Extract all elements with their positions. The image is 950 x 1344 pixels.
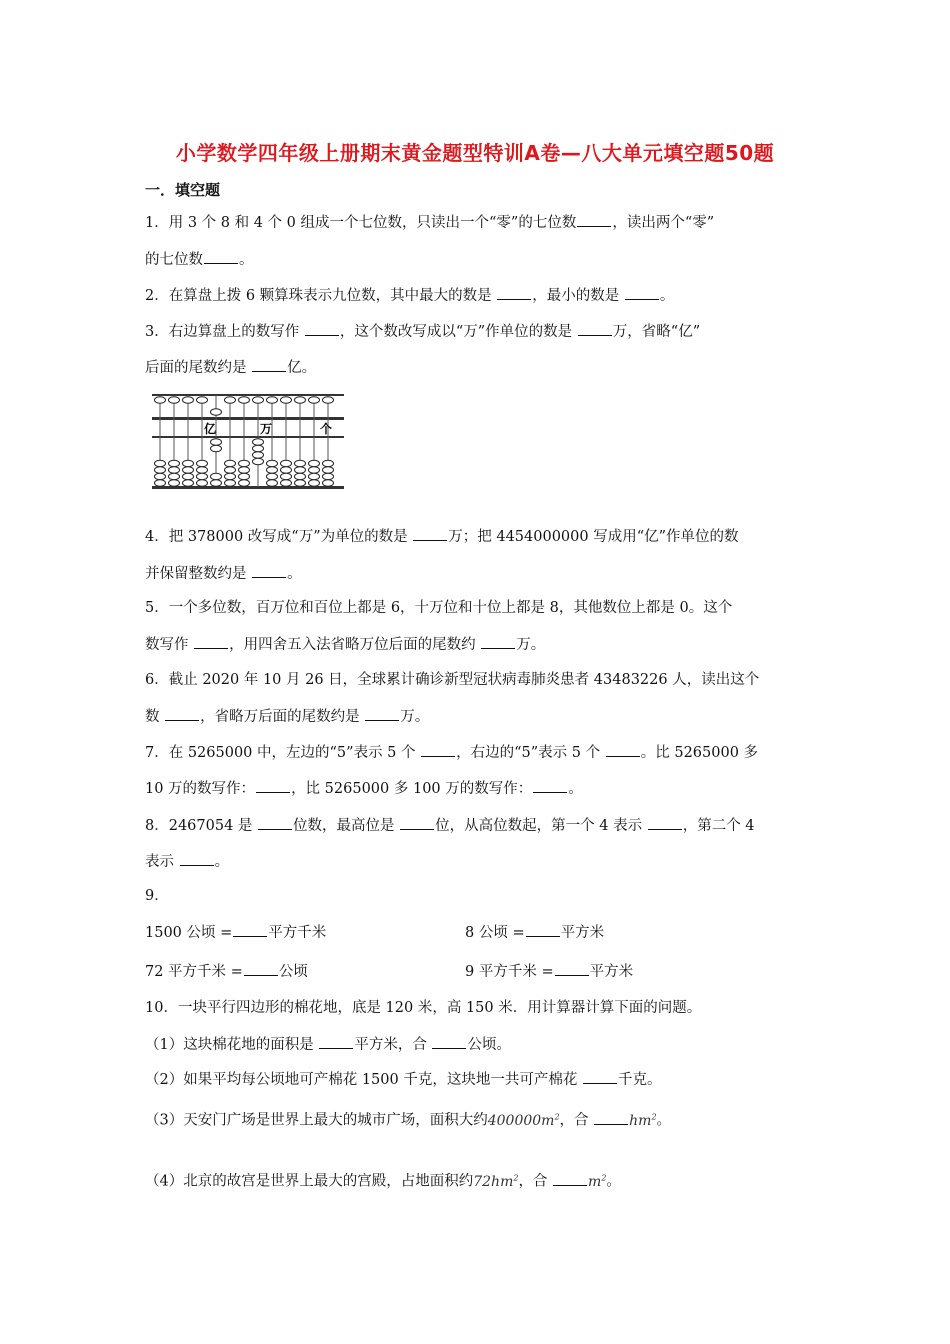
abacus-bead <box>281 397 292 403</box>
abacus-bead <box>323 397 334 403</box>
abacus-bead <box>225 480 236 486</box>
answer-blank[interactable] <box>497 285 531 300</box>
question-3-line-1: 3．右边算盘上的数写作 ，这个数改写成以“万”作单位的数是 万，省略“亿” <box>145 321 700 342</box>
answer-blank[interactable] <box>258 815 292 830</box>
abacus-bead <box>211 439 222 445</box>
answer-blank[interactable] <box>180 851 214 866</box>
abacus-bead <box>155 480 166 486</box>
question-4-line-2: 并保留整数约是 。 <box>145 563 302 584</box>
answer-blank[interactable] <box>194 634 228 649</box>
abacus-bead <box>155 473 166 479</box>
abacus-bead <box>197 397 208 403</box>
answer-blank[interactable] <box>648 815 682 830</box>
answer-blank[interactable] <box>165 706 199 721</box>
abacus-bead <box>295 473 306 479</box>
abacus-bead <box>253 439 264 445</box>
abacus-bead <box>169 467 180 473</box>
question-7-line-2: 10 万的数写作： ，比 5265000 多 100 万的数写作： 。 <box>145 778 583 799</box>
abacus-bead <box>323 467 334 473</box>
question-5-line-2: 数写作 ，用四舍五入法省略万位后面的尾数约 万。 <box>145 634 545 655</box>
answer-blank[interactable] <box>606 742 640 757</box>
answer-blank[interactable] <box>400 815 434 830</box>
abacus-bead <box>295 460 306 466</box>
abacus-figure <box>152 392 344 490</box>
answer-blank[interactable] <box>625 285 659 300</box>
abacus-bead <box>253 445 264 451</box>
answer-blank[interactable] <box>583 1069 617 1084</box>
question-10-stem: 10．一块平行四边形的棉花地，底是 120 米，高 150 米．用计算器计算下面的问题。 <box>145 1000 702 1016</box>
abacus-bead <box>211 480 222 486</box>
abacus-bead <box>309 460 320 466</box>
abacus-bead <box>225 473 236 479</box>
abacus-bead <box>267 467 278 473</box>
answer-blank[interactable] <box>432 1034 466 1049</box>
answer-blank[interactable] <box>553 1171 587 1186</box>
abacus-bead <box>225 397 236 403</box>
area-value: $400000m^2$ <box>487 1112 560 1129</box>
question-10-part-3: （3）天安门广场是世界上最大的城市广场，面积大约$400000m^2$，合 $hm^2$。 <box>145 1107 671 1131</box>
abacus-bead <box>295 397 306 403</box>
question-7-line-1: 7．在 5265000 中，左边的“5”表示 5 个 ，右边的“5”表示 5 个 。比 5265000 多 <box>145 742 758 763</box>
abacus-bead <box>295 480 306 486</box>
abacus-bead <box>169 397 180 403</box>
question-10-part-1: （1）这块棉花地的面积是 平方米，合 公顷。 <box>145 1034 511 1055</box>
question-1-line-1: 1．用 3 个 8 和 4 个 0 组成一个七位数，只读出一个“零”的七位数 ，读出两个“零” <box>145 212 714 233</box>
question-6-line-1: 6．截止 2020 年 10 月 26 日，全球累计确诊新型冠状病毒肺炎患者 43483226 人，读出这个 <box>145 672 760 688</box>
abacus-bead <box>183 460 194 466</box>
question-1-line-2: 的七位数 。 <box>145 249 254 270</box>
answer-blank[interactable] <box>421 742 455 757</box>
abacus-bead <box>225 460 236 466</box>
question-6-line-2: 数 ，省略万后面的尾数约是 万。 <box>145 706 429 727</box>
answer-blank[interactable] <box>204 249 238 264</box>
abacus-bead <box>281 480 292 486</box>
answer-blank[interactable] <box>481 634 515 649</box>
abacus-bead <box>155 460 166 466</box>
answer-blank[interactable] <box>319 1034 353 1049</box>
answer-blank[interactable] <box>526 922 560 937</box>
abacus-bead <box>169 480 180 486</box>
abacus-bead <box>197 473 208 479</box>
answer-blank[interactable] <box>256 778 290 793</box>
question-9-number: 9． <box>145 888 169 904</box>
abacus-bead <box>239 460 250 466</box>
abacus-bead <box>169 460 180 466</box>
answer-blank[interactable] <box>252 563 286 578</box>
answer-blank[interactable] <box>244 961 278 976</box>
question-4-line-1: 4．把 378000 改写成“万”为单位的数是 万；把 4454000000 写成用“亿”作单位的数 <box>145 526 739 547</box>
abacus-bead <box>239 397 250 403</box>
abacus-bead <box>197 480 208 486</box>
answer-blank[interactable] <box>252 357 286 372</box>
abacus-bead <box>295 467 306 473</box>
answer-blank[interactable] <box>577 212 611 227</box>
answer-blank[interactable] <box>578 321 612 336</box>
abacus-bead <box>323 480 334 486</box>
answer-blank[interactable] <box>365 706 399 721</box>
document-title: 小学数学四年级上册期末黄金题型特训A卷—八大单元填空题50题 <box>175 141 775 165</box>
answer-blank[interactable] <box>594 1110 628 1125</box>
question-10-part-4: （4）北京的故宫是世界上最大的宫殿，占地面积约$72hm^2$，合 $m^2$。 <box>145 1168 621 1192</box>
abacus-bead <box>323 473 334 479</box>
abacus-bead <box>183 473 194 479</box>
question-8-line-2: 表示 。 <box>145 851 229 872</box>
abacus-bead <box>211 445 222 451</box>
question-9-row-1-right: 8 公顷 = 平方米 <box>465 922 604 943</box>
question-10-part-2: （2）如果平均每公顷地可产棉花 1500 千克，这块地一共可产棉花 千克。 <box>145 1069 661 1090</box>
abacus-bead <box>309 480 320 486</box>
abacus-bead <box>267 480 278 486</box>
abacus-bead <box>281 467 292 473</box>
abacus-bead <box>267 397 278 403</box>
answer-blank[interactable] <box>555 961 589 976</box>
abacus-label-ge: 个 <box>320 422 333 436</box>
question-3-line-2: 后面的尾数约是 亿。 <box>145 357 316 378</box>
answer-blank[interactable] <box>413 526 447 541</box>
abacus-label-yi: 亿 <box>204 422 217 436</box>
abacus-bead <box>155 397 166 403</box>
question-9-row-2-right: 9 平方千米 = 平方米 <box>465 961 633 982</box>
abacus-bead <box>239 467 250 473</box>
question-2: 2．在算盘上拨 6 颗算珠表示九位数，其中最大的数是 ，最小的数是 。 <box>145 285 674 306</box>
section-heading: 一．填空题 <box>145 181 221 199</box>
abacus-label-wan: 万 <box>260 422 273 436</box>
abacus-bead <box>253 452 264 458</box>
abacus-bead <box>211 409 222 415</box>
abacus-bead <box>155 467 166 473</box>
question-9-row-2: 72 平方千米 = 公顷 <box>145 961 308 982</box>
question-8-line-1: 8．2467054 是 位数，最高位是 位，从高位数起，第一个 4 表示 ，第二个 4 <box>145 815 755 836</box>
abacus-bead <box>197 467 208 473</box>
question-5-line-1: 5．一个多位数，百万位和百位上都是 6，十万位和十位上都是 8，其他数位上都是 0。这个 <box>145 600 733 616</box>
abacus-bead <box>267 460 278 466</box>
abacus-bead <box>197 460 208 466</box>
abacus-bead <box>281 460 292 466</box>
abacus-bead <box>323 460 334 466</box>
abacus-bead <box>239 480 250 486</box>
abacus-bead <box>183 397 194 403</box>
abacus-bead <box>309 473 320 479</box>
abacus-bead <box>225 467 236 473</box>
abacus-bead <box>309 397 320 403</box>
abacus-bead <box>211 473 222 479</box>
abacus-bead <box>281 473 292 479</box>
abacus-bead <box>309 467 320 473</box>
abacus-bead <box>239 473 250 479</box>
answer-blank[interactable] <box>533 778 567 793</box>
abacus-bead <box>169 473 180 479</box>
abacus-bead <box>267 473 278 479</box>
unit-square-meter: $m^2$ <box>588 1173 607 1190</box>
question-9-row-1: 1500 公顷 = 平方千米 <box>145 922 326 943</box>
abacus-bead <box>253 458 264 464</box>
abacus-bead <box>183 480 194 486</box>
answer-blank[interactable] <box>305 321 339 336</box>
answer-blank[interactable] <box>233 922 267 937</box>
unit-hectare: $hm^2$ <box>629 1112 657 1129</box>
area-value: $72hm^2$ <box>473 1173 519 1190</box>
abacus-bead <box>183 467 194 473</box>
abacus-bead <box>253 397 264 403</box>
